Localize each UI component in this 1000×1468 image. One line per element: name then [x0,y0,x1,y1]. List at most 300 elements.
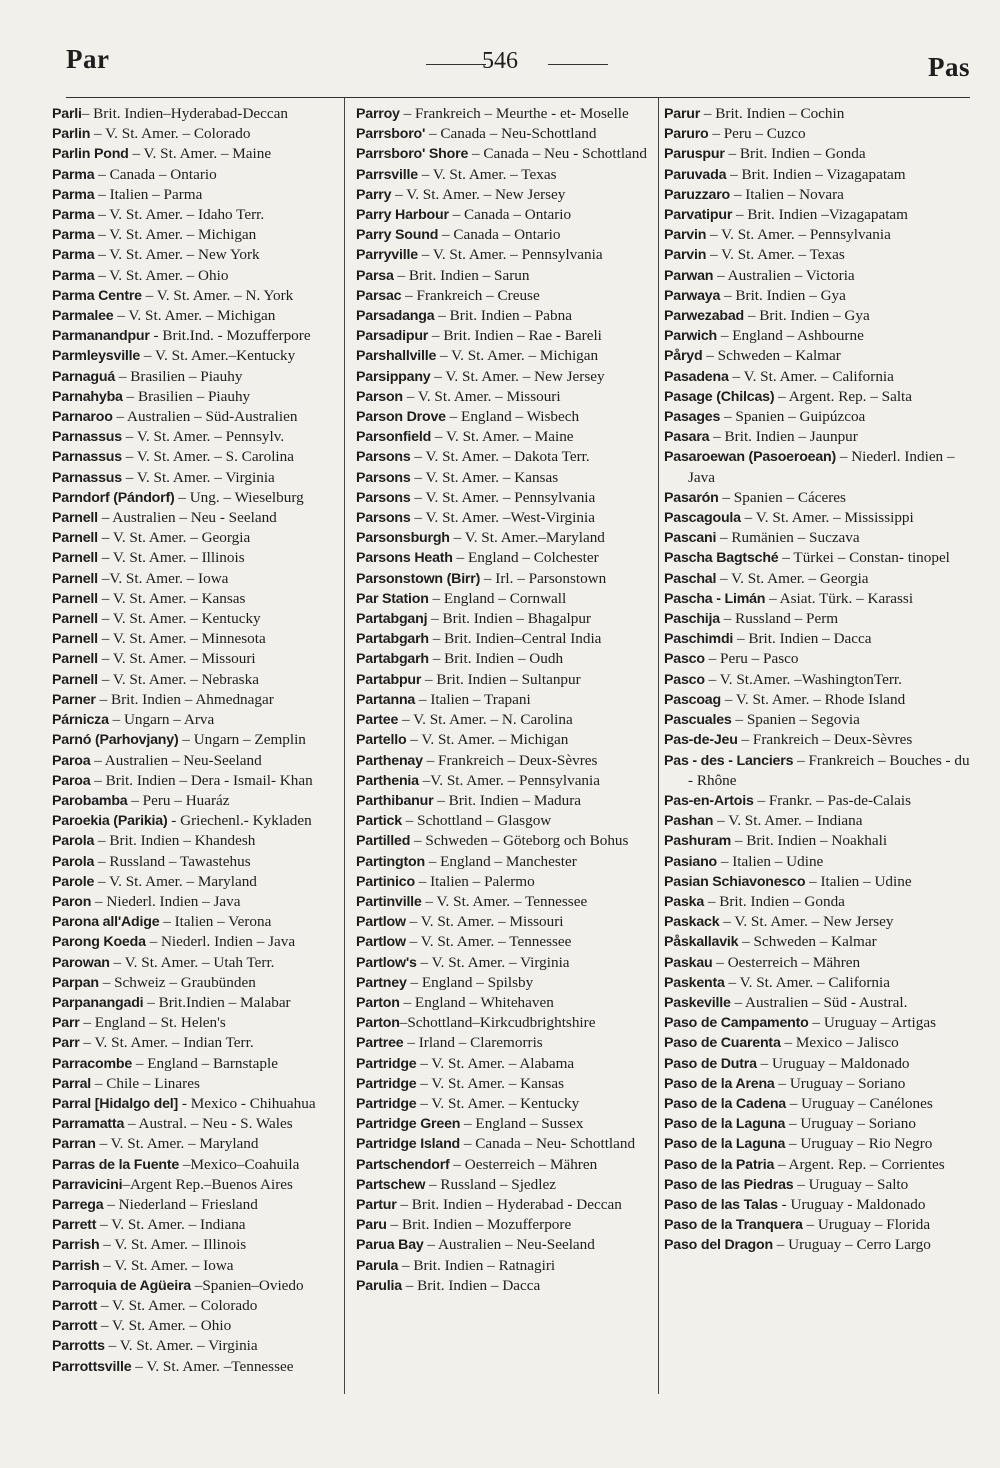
place-name: Paschija [664,611,720,628]
place-name: Partabpur [356,671,422,688]
place-location: – Chile – Linares [91,1074,200,1092]
gazetteer-entry [52,730,352,750]
place-name: Parnassus [52,429,122,446]
place-name: Parma [52,227,95,244]
gazetteer-entry [356,144,658,164]
place-location: – V. St. Amer. – Tennessee [405,933,572,951]
place-name: Parsac [356,287,402,304]
gazetteer-entry [664,1094,974,1114]
place-name: Påryd [664,348,703,365]
place-location: – Ung. – Wieselburg [174,488,304,506]
place-location: – V. St. Amer. – Virginia [104,1337,258,1355]
place-location: – Brit. Indien – Oudh [428,650,564,668]
place-name: Parong Koeda [52,934,146,951]
gazetteer-entry [664,993,974,1013]
place-location: – Brit. Indien – Ratnagiri [398,1256,556,1274]
gazetteer-entry [664,1235,974,1255]
place-name: Paska [664,893,705,910]
place-location: – Brit. Indien – Cochin [700,105,845,122]
gazetteer-entry [52,589,352,609]
place-name: Parma [52,247,95,264]
gazetteer-entry [52,225,352,245]
gazetteer-entry [664,1134,974,1154]
place-location: –Mexico–Coahuila [179,1155,300,1173]
place-name: Parma [52,267,95,284]
gazetteer-entry [52,791,352,811]
place-name: Partilled [356,833,411,850]
gazetteer-entry [356,306,658,326]
place-location: – Australien – Victoria [713,266,855,284]
place-name: Parlin [52,126,91,143]
place-name: Parnell [52,631,98,648]
gazetteer-entry [664,1074,974,1094]
place-location: – Frankreich – Meurthe - et- Moselle [399,105,629,122]
gazetteer-entry [356,124,658,144]
gazetteer-entry [356,286,658,306]
place-name: Pas-en-Artois [664,792,754,809]
place-location: – V. St. Amer. – Pennsylvania [417,246,603,264]
place-location: – Oesterreich – Mähren [449,1155,598,1173]
place-name: Parrottsville [52,1358,132,1375]
place-name: Parua Bay [356,1237,424,1254]
place-name: Parrsboro' Shore [356,146,469,163]
place-location: – Schweiz – Graubünden [98,973,256,991]
place-location: – Irl. – Parsonstown [480,569,607,587]
place-name: Partlow's [356,954,417,971]
place-location: – V. St. Amer. – Maine [128,145,272,163]
gazetteer-entry [52,104,352,124]
place-name: Paroa [52,772,91,789]
place-location: – England – Colchester [452,549,599,567]
gazetteer-entry [52,144,352,164]
gazetteer-entry [356,387,658,407]
place-location: – Frankreich – Deux-Sèvres [737,731,913,749]
gazetteer-column-2 [356,104,658,1296]
place-location: – Canada – Neu - Schottland [468,145,647,163]
place-name: Parmanandpur [52,328,150,345]
place-name: Parnaroo [52,409,113,426]
place-location: –Spanien–Oviedo [190,1276,304,1294]
gazetteer-entry [52,892,352,912]
place-location: – Brit. Indien – Sultanpur [421,670,581,688]
gazetteer-entry [356,771,658,791]
place-location: – Brit. Indien – Dacca [401,1276,541,1294]
gazetteer-column-3 [664,104,974,1256]
place-location: – Italien – Udine [717,852,824,870]
gazetteer-entry [52,205,352,225]
gazetteer-entry [664,245,974,265]
place-name: Paroekia (Parikia) [52,813,168,830]
gazetteer-entry [356,185,658,205]
gazetteer-entry [356,1054,658,1074]
place-name: Partee [356,712,399,729]
gazetteer-entry [664,569,974,589]
place-name: Partanna [356,691,416,708]
gazetteer-entry [664,791,974,811]
place-name: Parryville [356,247,418,264]
gazetteer-entry [52,1316,352,1336]
place-location: – Brit. Indien – Jaunpur [709,428,858,446]
gazetteer-entry [356,165,658,185]
gazetteer-entry [664,427,974,447]
place-location: – Uruguay – Artigas [808,1014,937,1032]
place-location: – Austral. – Neu - S. Wales [124,1115,293,1133]
place-location: – V. St. Amer. – Texas [417,165,557,183]
place-location: – Ungarn – Zemplin [178,731,306,749]
place-name: Párnicza [52,712,109,729]
gazetteer-entry [356,791,658,811]
gazetteer-entry [52,1175,352,1195]
place-name: Parvin [664,247,707,264]
gazetteer-entry [52,1215,352,1235]
gazetteer-entry [356,852,658,872]
place-location: – V. St. Amer. – Alabama [416,1054,575,1072]
place-name: Pascagoula [664,510,741,527]
gazetteer-entry [356,1094,658,1114]
place-name: Parole [52,873,95,890]
place-name: Paso de la Tranquera [664,1217,803,1234]
gazetteer-entry [664,852,974,872]
place-name: Partello [356,732,407,749]
place-location: – V. St. Amer. – New Jersey [719,913,894,931]
place-name: Parnaguá [52,368,116,385]
gazetteer-entry [52,427,352,447]
place-location: – V. St. Amer. – Michigan [406,731,569,749]
place-name: Pas - des - Lanciers [664,752,794,769]
place-location: – England – Whitehaven [399,993,554,1011]
place-location: – Italien – Parma [94,185,203,203]
gazetteer-entry [664,649,974,669]
gazetteer-entry [52,811,352,831]
gazetteer-entry [52,508,352,528]
gazetteer-entry [664,609,974,629]
place-name: Parur [664,106,701,122]
gazetteer-entry [664,225,974,245]
place-location: – Brit. Indien – Khandesh [94,832,256,850]
place-location: – Frankreich – Creuse [401,286,540,304]
place-location: – Uruguay – Salto [793,1175,909,1193]
place-location: – Russland – Tawastehus [94,852,251,870]
place-location: – V. St. Amer. – New Jersey [430,367,605,385]
place-name: Parpanangadi [52,994,144,1011]
gazetteer-entry [356,1256,658,1276]
place-location: – V. St. Amer. – Michigan [113,307,276,325]
place-name: Parthenay [356,752,423,769]
gazetteer-entry [52,245,352,265]
gazetteer-entry [356,569,658,589]
gazetteer-entry [356,710,658,730]
gazetteer-entry [664,973,974,993]
place-location: –Schottland–Kirkcudbrightshire [399,1014,596,1032]
place-location: – V. St. Amer. – New York [94,246,260,264]
place-location: – V. St. Amer. – California [728,367,894,385]
place-name: Parnell [52,550,98,567]
gazetteer-entry [52,266,352,286]
gazetteer-entry [664,629,974,649]
place-location: – V. St. Amer. – Nebraska [97,670,259,688]
gazetteer-entry [356,1195,658,1215]
place-name: Parthenia [356,772,419,789]
place-location: – V. St. Amer. – Ohio [97,1317,232,1335]
gazetteer-entry [356,1134,658,1154]
place-location: – Peru – Pasco [704,650,799,668]
place-name: Parula [356,1257,399,1274]
place-name: Parson [356,388,403,405]
gazetteer-entry [52,1357,352,1377]
place-name: Parrett [52,1217,97,1234]
place-location: – V. St. Amer. – Georgia [716,569,869,587]
gazetteer-entry [356,872,658,892]
gazetteer-entry [664,1175,974,1195]
gazetteer-entry [664,872,974,892]
place-name: Parsonstown (Birr) [356,570,481,587]
gazetteer-entry [664,1013,974,1033]
place-name: Partney [356,974,407,991]
place-location: - Griechenl.- Kykladen [167,812,312,830]
gazetteer-entry [52,326,352,346]
place-location: –V. St. Amer. – Iowa [97,569,229,587]
gazetteer-entry [664,407,974,427]
place-name: Parnell [52,611,98,628]
gazetteer-entry [356,831,658,851]
place-name: Parma Centre [52,287,142,304]
gazetteer-entry [664,387,974,407]
place-name: Parracombe [52,1055,133,1072]
place-location: – V. St. Amer. – Minnesota [97,630,266,648]
place-location: – Argent. Rep. – Corrientes [774,1155,945,1173]
place-name: Pashuram [664,833,732,850]
gazetteer-entry [52,1336,352,1356]
place-location: –V. St. Amer. – Pennsylvania [418,771,600,789]
place-location: – V. St.Amer. –WashingtonTerr. [704,670,902,688]
gazetteer-entry [356,609,658,629]
place-name: Partridge [356,1075,417,1092]
gazetteer-entry [664,751,974,791]
gazetteer-entry [52,1094,352,1114]
gazetteer-entry [664,165,974,185]
place-location: – V. St. Amer. – California [724,973,890,991]
gazetteer-entry [52,1256,352,1276]
place-location: – V. St. Amer. – Virginia [121,468,275,486]
place-location: – Uruguay – Soriano [774,1074,906,1092]
gazetteer-entry [52,1074,352,1094]
place-location: – V. St. Amer. – Kentucky [416,1094,580,1112]
gazetteer-entry [356,528,658,548]
place-name: Parsadipur [356,328,429,345]
gazetteer-entry [356,670,658,690]
gazetteer-entry [52,1195,352,1215]
place-name: Parr [52,1015,80,1032]
place-location: – England – Wisbech [445,408,580,426]
place-name: Parsonsburgh [356,530,450,547]
gazetteer-entry [664,1054,974,1074]
gazetteer-entry [356,346,658,366]
place-location: – Schweden – Kalmar [702,347,841,365]
gazetteer-entry [52,670,352,690]
gazetteer-entry [52,407,352,427]
running-head-left: Par [66,44,110,74]
gazetteer-entry [356,1235,658,1255]
place-name: Pasian Schiavonesco [664,873,806,890]
place-location: – V. St. Amer. – Kansas [416,1074,565,1092]
gazetteer-entry [356,245,658,265]
place-location: – V. St. Amer. – Ohio [94,266,229,284]
gazetteer-entry [664,447,974,487]
place-name: Paron [52,893,92,910]
place-location: – V. St. Amer. – Virginia [416,953,570,971]
gazetteer-entry [356,1114,658,1134]
place-name: Parry [356,186,392,203]
place-location: – Niederl. Indien – Java [91,892,241,910]
place-name: Pascoag [664,691,721,708]
place-name: Paso de las Piedras [664,1176,794,1193]
place-location: – Niederl. Indien – Java [145,933,296,951]
place-location: – V. St. Amer. – Indian Terr. [79,1034,254,1052]
gazetteer-entry [52,1276,352,1296]
gazetteer-entry [664,144,974,164]
place-name: Paso del Dragon [664,1237,773,1254]
place-location: – Australien – Neu-Seeland [90,751,262,769]
place-location: – Uruguay – Cerro Largo [772,1236,931,1254]
gazetteer-entry [52,185,352,205]
place-name: Parndorf (Pándorf) [52,489,175,506]
running-head-right: Pas [928,52,970,82]
place-location: – V. St. Amer. –Tennessee [131,1357,294,1375]
place-location: – Brit. Indien–Hyderabad-Deccan [81,105,288,122]
place-location: – Russland – Perm [719,610,839,628]
place-name: Parroy [356,106,400,122]
place-name: Parrish [52,1237,100,1254]
place-name: Parrott [52,1318,98,1335]
gazetteer-entry [356,1215,658,1235]
place-name: Pasarón [664,489,719,506]
gazetteer-entry [52,1114,352,1134]
place-name: Parnassus [52,449,122,466]
place-location: – Brasilien – Piauhy [115,367,243,385]
place-location: – Uruguay – Florida [802,1216,931,1234]
place-name: Par Station [356,590,429,607]
gazetteer-entry [52,569,352,589]
place-name: Parras de la Fuente [52,1156,180,1173]
place-location: – Niederl. Indien – Java [688,448,955,486]
place-location: – Canada – Ontario [438,226,561,244]
place-location: – Spanien – Cáceres [718,488,846,506]
place-location: – V. St. Amer. – Rhode Island [720,690,906,708]
place-name: Parma [52,186,95,203]
place-name: Parnahyba [52,388,123,405]
place-name: Paso de Campamento [664,1015,809,1032]
place-name: Paskack [664,914,720,931]
place-location: – V. St. Amer. – Pennsylv. [121,428,285,446]
gazetteer-entry [356,932,658,952]
place-name: Partinico [356,873,415,890]
place-location: – Brit. Indien – Ahmednagar [95,690,274,708]
gazetteer-entry [664,1155,974,1175]
gazetteer-entry [356,548,658,568]
place-name: Parsons [356,489,411,506]
place-name: Pasaroewan (Pasoeroean) [664,449,837,466]
gazetteer-entry [52,649,352,669]
place-location: - Brit.Ind. - Mozufferpore [149,327,311,345]
place-name: Parola [52,853,95,870]
gazetteer-entry [52,710,352,730]
place-name: Parravicini [52,1176,123,1193]
gazetteer-entry [664,1033,974,1053]
place-name: Parnell [52,510,98,527]
place-name: Pasages [664,409,721,426]
header-divider [66,97,970,98]
place-name: Paschal [664,570,717,587]
gazetteer-entry [664,690,974,710]
place-name: Paso de la Laguna [664,1136,786,1153]
gazetteer-entry [356,326,658,346]
gazetteer-entry [356,751,658,771]
place-location: –Argent Rep.–Buenos Aires [122,1175,293,1193]
gazetteer-entry [356,912,658,932]
place-name: Paruspur [664,146,725,163]
place-location: – Frankreich – Bouches - du - Rhône [688,751,970,789]
gazetteer-entry [52,286,352,306]
place-name: Parsa [356,267,394,284]
place-location: – V. St. Amer. – Missouri [405,913,564,931]
place-location: – Schottland – Glasgow [401,812,552,830]
place-location: - Mexico - Chihuahua [178,1094,316,1112]
gazetteer-entry [52,1013,352,1033]
place-name: Paso de Cuarenta [664,1035,781,1052]
place-name: Paso de las Talas [664,1196,778,1213]
gazetteer-entry [664,104,974,124]
place-location: – V. St. Amer. – Colorado [90,125,251,143]
place-location: – V. St. Amer. – Kentucky [97,610,261,628]
place-location: – Brit. Indien – Sarun [393,266,530,284]
place-location: – Brit. Indien – Gonda [704,892,845,910]
place-name: Parnell [52,651,98,668]
gazetteer-entry [52,367,352,387]
gazetteer-entry [356,266,658,286]
gazetteer-entry [664,811,974,831]
place-location: – V. St. Amer. – Illinois [97,549,245,567]
gazetteer-entry [664,670,974,690]
gazetteer-entry [356,993,658,1013]
place-location: – V. St. Amer. – Kansas [97,589,246,607]
place-location: – V. St. Amer.–Maryland [449,529,605,547]
gazetteer-entry [52,165,352,185]
place-location: – V. St. Amer. – Maryland [95,1135,259,1153]
place-name: Pasco [664,671,705,688]
place-location: – Türkei – Constan- tinopel [778,549,950,567]
place-name: Partlow [356,934,406,951]
place-location: – V. St. Amer. – Maine [431,428,574,446]
gazetteer-entry [52,488,352,508]
place-location: – V. St. Amer. – Georgia [97,529,251,547]
gazetteer-entry [664,306,974,326]
gazetteer-entry [664,892,974,912]
place-location: – Brit. Indien–Central India [428,630,602,648]
gazetteer-entry [664,124,974,144]
place-name: Partabgarh [356,631,429,648]
gazetteer-entry [664,589,974,609]
place-name: Parli [52,106,82,122]
gazetteer-entry [52,1235,352,1255]
gazetteer-column-1 [52,104,352,1377]
place-name: Paroa [52,752,91,769]
gazetteer-entry [52,993,352,1013]
place-location: – V. St. Amer. – Illinois [99,1236,247,1254]
place-location: – Brit. Indien – Vizagapatam [726,165,906,183]
place-location: – England – Cornwall [428,589,567,607]
place-name: Pasage (Chilcas) [664,388,775,405]
gazetteer-entry [52,1134,352,1154]
